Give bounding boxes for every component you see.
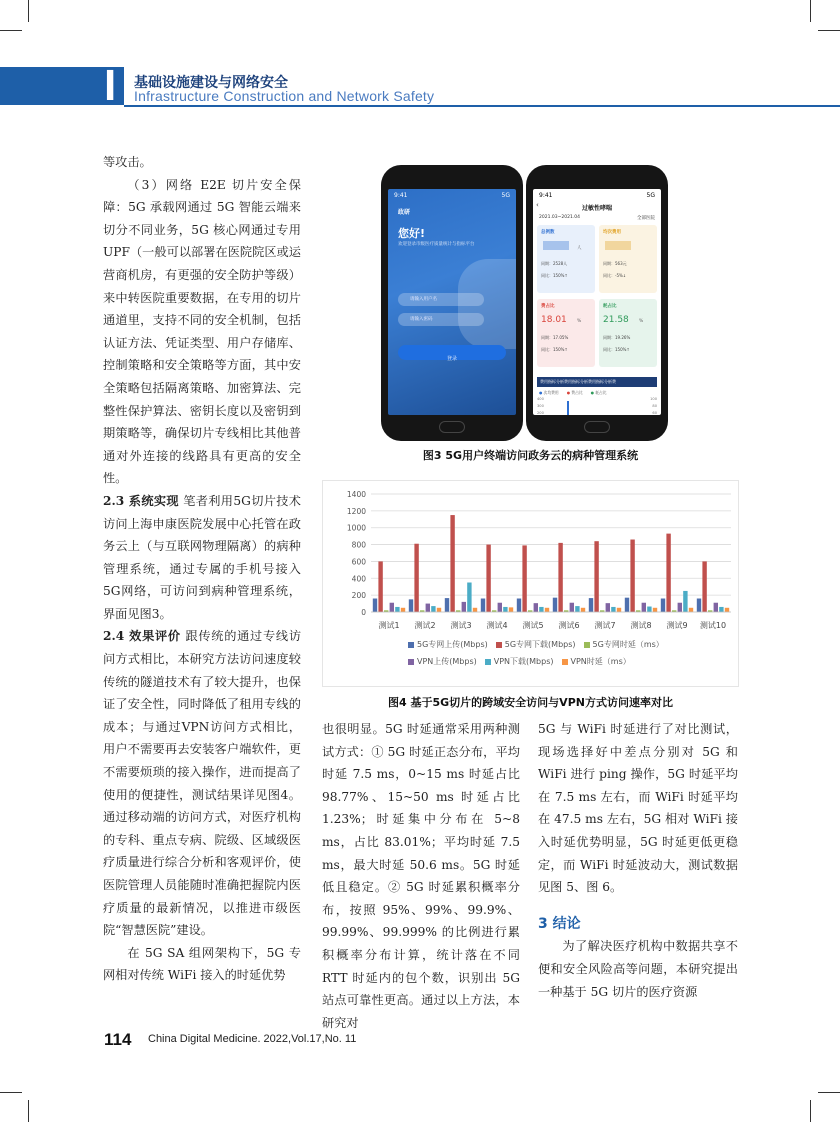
mini-ytick-right: 100 [650, 397, 657, 401]
x-tick-label: 测试10 [699, 621, 727, 630]
greeting: 您好! [398, 227, 426, 240]
bar [467, 583, 471, 613]
bar [581, 608, 585, 612]
mini-ytick-right: 80 [652, 404, 657, 408]
kpi-row: 同比：150%↑ [603, 347, 630, 352]
bar [630, 540, 634, 612]
body-2-4: 跟传统的通过专线访问方式相比，本研究方法访问速度较传统的隧道技术有了较大提升，也保证了安全性，同时降低了租用专线的成本；与通过VPN访问方式相比，用户不需要再去安装客户端软件，更不需要烦琐的接入操作，进而提高了使用的便捷性，测试结果详见图4。通过移动端的访问方式，对医疗机构的专科、重点专病、院级、区域级医疗质量进行综合分析和客观评价，使医院管理人员能随时准确把握院内医疗质量的最新情况，以推进市级医院“智慧医院”建设。 [103, 629, 302, 938]
bar [517, 599, 521, 612]
bar [445, 598, 449, 612]
scope-selector[interactable]: 全部医院 [637, 216, 655, 221]
bar [437, 608, 441, 612]
bar [462, 602, 466, 612]
bar [522, 545, 526, 612]
figure-4-caption: 图4 基于5G切片的跨域安全访问与VPN方式访问速率对比 [388, 696, 673, 709]
bar [666, 534, 670, 612]
text-column-2 [322, 718, 520, 1034]
legend-swatch [408, 642, 414, 648]
crop-mark [810, 1100, 811, 1122]
bar [409, 599, 413, 612]
legend-label: VPN时延（ms） [570, 657, 631, 666]
kpi-value-masked [543, 241, 569, 250]
bar [725, 608, 729, 612]
y-tick-label: 1000 [346, 523, 366, 533]
login-button-label: 登录 [446, 356, 457, 362]
mini-legend-label: 耗占比 [595, 390, 607, 395]
legend-swatch [562, 659, 568, 665]
kpi-row: 同期：2528人 [541, 261, 568, 266]
section-title-en: Infrastructure Construction and Network Safety [134, 88, 435, 104]
home-button [584, 421, 610, 433]
mini-ytick: 400 [537, 397, 544, 401]
kpi-row: 同期：563元 [603, 261, 627, 266]
text-column-1 [103, 151, 301, 987]
crop-mark [818, 30, 840, 31]
figure-3-caption: 图3 5G用户终端访问政务云的病种管理系统 [422, 449, 639, 462]
bar [450, 515, 454, 612]
paragraph: 在 5G SA 组网架构下，5G 专网相对传统 WiFi 接入的时延优势 [103, 945, 301, 983]
section-title-cn: 基础设施建设与网络安全 [134, 75, 288, 91]
bar [539, 607, 543, 612]
bar [606, 603, 610, 612]
bar [378, 561, 382, 612]
bar [689, 608, 693, 612]
x-tick-label: 测试6 [558, 621, 580, 630]
bar [714, 603, 718, 612]
bar [661, 599, 665, 612]
y-tick-label: 800 [351, 540, 366, 550]
body-2-3: 笔者利用5G切片技术访问上海申康医院发展中心托管在政务云上（与互联网物理隔离）的病种管理系统，通过专属的手机号接入5G网络，可访问到病种管理系统，界面见图3。 [103, 493, 301, 621]
kpi-value: 21.58 [603, 315, 629, 325]
status-signal: 5G [501, 192, 510, 199]
mini-ytick: 200 [537, 411, 544, 415]
kpi-row: 同比：150%↑ [541, 273, 568, 278]
heading-2-4: 2.4 效果评价 [103, 629, 181, 644]
mini-legend [539, 390, 615, 396]
bar [678, 603, 682, 612]
status-time: 9:41 [394, 192, 408, 199]
bar [617, 608, 621, 612]
kpi-unit: % [577, 319, 582, 324]
legend-item [496, 639, 576, 650]
username-input[interactable] [398, 293, 484, 306]
kpi-card[interactable] [537, 299, 595, 367]
date-range[interactable]: 2021.03~2021.04 [539, 215, 580, 220]
bar [481, 599, 485, 612]
bar [697, 599, 701, 612]
figure-4-frame [322, 480, 739, 687]
kpi-card[interactable] [599, 225, 657, 293]
login-subtitle: 欢迎登录市级医疗质量统计与指标平台 [398, 242, 475, 247]
kpi-label: 总例数 [541, 230, 555, 235]
legend-label: 5G专网时延（ms） [592, 640, 664, 649]
kpi-label: 费占比 [541, 304, 555, 309]
login-screen [388, 189, 516, 415]
bar [431, 606, 435, 612]
mini-bar [567, 401, 569, 415]
bar [719, 607, 723, 612]
legend-swatch [584, 642, 590, 648]
paragraph-2-3 [103, 490, 301, 626]
x-tick-label: 测试2 [414, 621, 436, 630]
page-number: 114 [104, 1030, 132, 1049]
kpi-card[interactable] [537, 225, 595, 293]
bar [545, 608, 549, 612]
bar [683, 591, 687, 612]
legend-swatch [408, 659, 414, 665]
phone-dashboard [526, 165, 668, 441]
mini-legend-label: 费占比 [571, 390, 583, 395]
bar [553, 598, 557, 612]
bar [395, 607, 399, 612]
x-tick-label: 测试3 [450, 621, 472, 630]
mini-legend-item: ● 耗占比 [590, 390, 607, 395]
crop-mark [818, 1092, 840, 1093]
status-signal: 5G [646, 192, 655, 199]
y-tick-label: 0 [361, 608, 366, 617]
crop-mark [0, 1092, 22, 1093]
bar [558, 543, 562, 612]
legend-item [562, 656, 631, 667]
bar [570, 603, 574, 612]
bar [653, 608, 657, 612]
login-button[interactable] [398, 345, 506, 360]
mini-legend-item: ● 次均费用 [539, 390, 559, 395]
kpi-card[interactable] [599, 299, 657, 367]
x-tick-label: 测试7 [594, 621, 616, 630]
bar [426, 604, 430, 612]
legend-item [408, 656, 477, 667]
bar [503, 607, 507, 612]
kpi-unit: 人 [577, 246, 582, 251]
bar [401, 608, 405, 612]
bar [414, 544, 418, 612]
dashboard-title: 过敏性哮喘 [581, 205, 612, 212]
bar [702, 561, 706, 612]
kpi-row: 同比：150%↑ [541, 347, 568, 352]
crop-mark [810, 0, 811, 22]
status-time: 9:41 [539, 192, 553, 199]
app-logo: 政研 [398, 209, 411, 216]
kpi-label: 耗占比 [603, 304, 617, 309]
legend-swatch [496, 642, 502, 648]
back-icon[interactable]: ‹ [536, 201, 539, 209]
paragraph: （3）网络 E2E 切片安全保障：5G 承载网通过 5G 智能云端来切分不同业务，5G 核心网通过专用 UPF（一般可以部署在医院院区或运营商机房，有更强的安全防护等级）来中转医院重要数据，在专用的切片通道里，支持不同的安全机制，包括认证方法、凭证类型、用户存储库、控制策略和安全策略等方面，其中安全策略包括隔离策略、加密算法、完整性保护算法、密钥长度以及密钥到期策略等，确保切片专线相比其他普通对外连接的线路具有更高的安全性。 [103, 177, 301, 486]
kpi-row: 同比：-5%↓ [603, 273, 627, 278]
home-button [439, 421, 465, 433]
x-tick-label: 测试4 [486, 621, 508, 630]
kpi-value-masked [605, 241, 631, 250]
bar [625, 598, 629, 612]
paragraph: 5G 与 WiFi 时延进行了对比测试，现场选择好中差点分别对 5G 和 WiFi 进行 ping 操作，5G 时延平均在 7.5 ms 左右，而 WiFi 时延平均在 47.5 ms 左右，5G 相对 WiFi 接入时延优势明显，5G 时延更低更稳定，而 WiFi 时延波动大，测试数据见图 5、图 6。 [538, 722, 738, 895]
x-tick-label: 测试5 [522, 621, 544, 630]
y-tick-label: 200 [351, 591, 366, 601]
password-placeholder: 请输入密码 [410, 317, 433, 322]
legend-item [408, 639, 488, 650]
bar [575, 606, 579, 612]
crop-mark [0, 30, 22, 31]
kpi-row: 同期：17.05% [541, 335, 569, 340]
phone-login [381, 165, 523, 441]
heading-2-3: 2.3 系统实现 [103, 493, 179, 508]
kpi-value: 18.01 [541, 315, 567, 325]
mini-ytick: 300 [537, 404, 544, 408]
y-tick-label: 1400 [346, 490, 366, 499]
username-placeholder: 请输入用户名 [410, 297, 437, 302]
bar [373, 599, 377, 612]
bar [594, 541, 598, 612]
legend-item [485, 656, 554, 667]
mini-legend-item: ● 费占比 [566, 390, 583, 395]
y-tick-label: 1200 [346, 506, 366, 516]
bar [390, 603, 394, 612]
bar [647, 607, 651, 612]
bar-title: 费用指标分析费用指标分析费用指标分析费 [540, 379, 616, 384]
bar [589, 598, 593, 612]
legend-label: VPN上传(Mbps) [417, 657, 477, 666]
y-tick-label: 400 [351, 574, 366, 584]
paragraph-2-4 [103, 625, 301, 941]
chart-legend [408, 639, 728, 667]
mini-ytick-right: 60 [652, 411, 657, 415]
kpi-unit: % [639, 319, 644, 324]
bar [498, 603, 502, 612]
paragraph: 等攻击。 [103, 155, 152, 169]
paragraph: 为了解决医疗机构中数据共享不便和安全风险高等问题，本研究提出一种基于 5G 切片的医疗资源 [538, 939, 738, 999]
x-tick-label: 测试8 [630, 621, 652, 630]
legend-item [584, 639, 664, 650]
x-tick-label: 测试1 [378, 621, 400, 630]
legend-label: VPN下载(Mbps) [493, 657, 554, 666]
bar [642, 603, 646, 612]
x-tick-label: 测试9 [666, 621, 688, 630]
legend-label: 5G专网上传(Mbps) [417, 640, 488, 649]
bar [534, 603, 538, 612]
legend-swatch [485, 659, 491, 665]
password-input[interactable] [398, 313, 484, 326]
heading-3: 3 结论 [538, 915, 581, 932]
y-tick-label: 600 [351, 557, 366, 567]
header-rule [124, 105, 840, 107]
journal-info: China Digital Medicine. 2022,Vol.17,No. 11 [148, 1033, 357, 1045]
legend-label: 5G专网下载(Mbps) [504, 640, 576, 649]
bar [509, 607, 513, 612]
bar [486, 545, 490, 612]
dashboard-screen [533, 189, 661, 415]
header-letter: I [104, 61, 117, 110]
crop-mark [28, 1100, 29, 1122]
bar [611, 607, 615, 612]
kpi-label: 均次费用 [603, 230, 621, 235]
kpi-row: 同期：19.26% [603, 335, 631, 340]
text-column-3 [538, 718, 738, 1003]
crop-mark [28, 0, 29, 22]
mini-legend-label: 次均费用 [543, 390, 559, 395]
bar [473, 608, 477, 612]
bar-title-strip [537, 377, 657, 387]
paragraph: 也很明显。5G 时延通常采用两种测试方式：① 5G 时延正态分布，平均时延 7.5 ms，0~15 ms 时延占比 98.77%、15~50 ms 时延占比 1.23%；时延集中分布在 5~8 ms，占比 83.01%；平均时延 7.5 ms，最大时延 50.6 ms。5G 时延低且稳定。② 5G 时延累积概率分布，按照 95%、99%、99.9%、99.99%、99.999% 的比例进行累积概率分布计算，统计落在不同 RTT 时延内的包个数，识别出 5G 站点可靠性更高。通过以上方法，本研究对 [322, 722, 520, 1030]
